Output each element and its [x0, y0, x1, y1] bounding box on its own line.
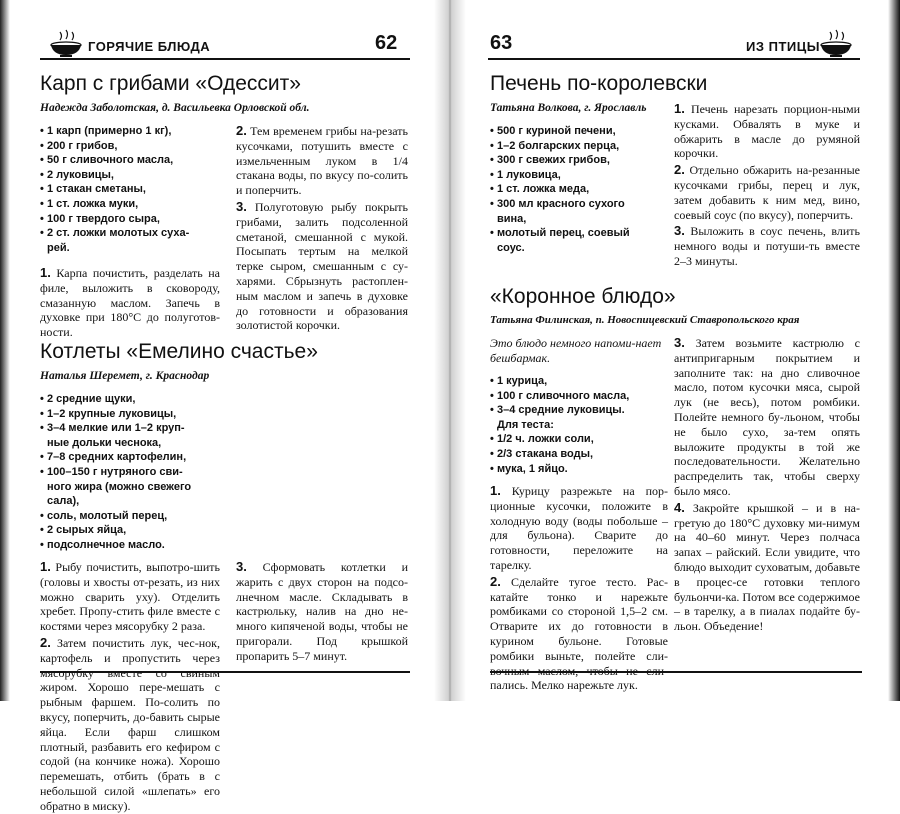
recipe-steps-column [490, 484, 668, 693]
ingredient-item: • 2 сырых яйца, [40, 524, 127, 537]
recipe-author: Надежда Заболотская, д. Васильевка Орловской обл. [40, 102, 310, 114]
ingredient-item: • 3–4 средние луковицы. [490, 404, 625, 417]
left-page-header [40, 28, 410, 58]
ingredient-item: рей. [47, 241, 70, 254]
ingredient-item: • 2/3 стакана воды, [490, 447, 594, 460]
ingredient-item: • 3–4 мелкие или 1–2 круп- [40, 422, 185, 435]
page-number: 63 [490, 32, 513, 54]
ingredient-item: сала), [47, 495, 80, 508]
ingredient-item: • 2 ст. ложки молотых суха- [40, 227, 190, 240]
right-page-header [488, 28, 860, 58]
footer-rule [490, 671, 862, 673]
recipe-author: Татьяна Волкова, г. Ярославль [490, 102, 647, 114]
ingredient-item: • 1 курица, [490, 375, 548, 387]
header-rule [488, 58, 860, 60]
ingredient-item: • 1 ст. ложка муки, [40, 197, 139, 210]
recipe-author: Наталья Шеремет, г. Краснодар [40, 370, 210, 382]
ingredient-item: • молотый перец, соевый [490, 227, 630, 240]
recipe-title: Карп с грибами «Одессит» [40, 72, 301, 95]
recipe-step: 1. Рыбу почистить, выпотро-шить (головы и хвосты от-резать, из них можно сварить уху). Отделить хребет. Пропу-стить филе вместе с костями через мясорубку 2 раза. [40, 559, 220, 634]
recipe-step: 3. Затем возьмите кастрюлю с антипригарным покрытием и заполните так: на дно сливочное масло, потом кусочки мяса, сырой лук (не весь), потом ромбики. Полейте немного бу-льоном, чтобы не было сухо, за-тем опять выложите продукты в той же последовательности. Желательно распределить так, чтобы сверху было мясо. [674, 335, 860, 498]
section-title: ГОРЯЧИЕ БЛЮДА [88, 39, 211, 54]
ingredient-item: • 300 г свежих грибов, [490, 154, 610, 167]
ingredient-item: • 2 луковицы, [40, 168, 114, 181]
ingredients-list [40, 392, 230, 553]
ingredient-item: • 100 г сливочного масла, [490, 389, 630, 402]
ingredient-item: • мука, 1 яйцо. [490, 462, 568, 475]
recipe-step: 1. Печень нарезать порцион-ными кусками. Обвалять в муке и обжарить в масле до румяной корочки. [674, 101, 860, 161]
ingredient-item: • 1–2 болгарских перца, [490, 139, 620, 152]
dough-heading: Для теста: [497, 418, 554, 431]
ingredient-item: • 500 г куриной печени, [490, 125, 616, 137]
recipe-step: 3. Полуготовую рыбу покрыть грибами, залить подсоленной сметаной, смешанной с мукой. Посыпать тертым на мелкой терке сыром, смешанным с су-харями. Сбрызнуть растоплен-ным маслом и запечь в духовке до готовности и образования золотистой корочки. [236, 198, 408, 333]
ingredient-item: ные дольки чеснока, [47, 436, 162, 449]
recipe-step: 2. Отдельно обжарить на-резанные кусочками грибы, перец и лук, затем добавить к ним мед, вино, соевый соус (по вкусу), поперчить. [674, 162, 860, 222]
page-edge-shadow [0, 0, 10, 701]
left-page [0, 0, 450, 813]
ingredient-item: • 1 ст. ложка меда, [490, 183, 590, 196]
ingredient-item: соус. [497, 241, 525, 254]
steaming-bowl-icon [818, 28, 854, 58]
ingredient-item: вина, [497, 212, 527, 225]
page-number: 62 [375, 32, 398, 54]
recipe-step: 1. Карпа почистить, разделать на филе, выложить в сковороду, смазанную маслом. Запечь в духовке при 180°С до полуготов-ности. [40, 265, 221, 340]
recipe-author: Татьяна Филинская, п. Новоспицевский Ставропольского края [490, 314, 800, 326]
ingredient-item: • 1 луковица, [490, 168, 561, 181]
ingredient-item: • 1 стакан сметаны, [40, 183, 146, 196]
recipe-step: 2. Затем почистить лук, чес-нок, картофель и пропустить через жиром. Хорошо пере-мешать с рыбным фаршем. По-солить по вкусу, поперчить, до-бавить сырые яйца. Если фарш слишком плотный, разбавить его кефиром с содой (на кончике ножа). Хорошо перемешать, отбить (брать в с небольшой силой «шлепать» его обратно в миску). [40, 634, 220, 813]
page-edge-shadow [888, 0, 900, 701]
recipe-title: «Коронное блюдо» [490, 285, 676, 308]
book-gutter [434, 0, 466, 701]
recipe-step: 4. Закройте крышкой – и в на-гретую до 180°С духовку ми-нимум на 40–60 минут. Через полчаса запах – райский. Если увидите, что блюдо выходит суховатым, добавьте в процес-се готовки теплого бульончи-ка. Потом все содержимое – в тарелку, а в пиалах подайте бу-льон. Объедение! [674, 499, 860, 634]
ingredient-item: • 1–2 крупные луковицы, [40, 407, 177, 420]
ingredient-item: • 100–150 г нутряного сви- [40, 465, 183, 478]
ingredient-item: • 2 средние щуки, [40, 393, 136, 405]
ingredient-item: • соль, молотый перец, [40, 509, 168, 522]
ingredient-item: ного жира (можно свежего [47, 480, 192, 493]
recipe-step: 1. Курицу разрежьте на пор-ционные кусочки, положите в холодную воду (воды побольше – для бульона). Сварите до готовности, переложите на тарелку. [490, 483, 669, 572]
recipe-step: 3. Сформовать котлетки и жарить с двух сторон на подсо-лнечном масле. Складывать в кастрюльку, налив на дно не-много кипяченой воды, чтобы не пригорали. Под крышкой пропарить 5–7 минут. [236, 559, 408, 663]
recipe-step: 2. Тем временем грибы на-резать кусочками, потушить вместе с измельченным луком в 1/4 стакана воды, по вкусу по-солить и поперчить. [236, 123, 409, 198]
recipe-steps-column [236, 124, 408, 333]
ingredient-item: • 100 г твердого сыра, [40, 212, 160, 225]
recipe-title: Котлеты «Емелино счастье» [40, 340, 318, 363]
ingredient-item: • подсолнечное масло. [40, 538, 165, 551]
ingredients-list [40, 124, 230, 255]
recipe-steps-column [40, 560, 220, 814]
right-page [450, 0, 900, 701]
recipe-steps-column [674, 336, 860, 634]
ingredient-item: • 7–8 средних картофелин, [40, 451, 187, 464]
ingredient-item: • 200 г грибов, [40, 139, 118, 152]
recipe-steps-column [236, 560, 408, 664]
ingredient-item: • 300 мл красного сухого [490, 197, 625, 210]
section-title: ИЗ ПТИЦЫ [746, 39, 820, 54]
header-rule [40, 58, 410, 60]
recipe-intro: Это блюдо немного напоми-нает бешбармак. [490, 336, 662, 365]
steaming-bowl-icon [48, 28, 84, 58]
ingredients-list [490, 124, 668, 255]
recipe-steps-column [674, 102, 860, 269]
recipe-step: 3. Выложить в соус печень, влить немного воды и потуши-ть вместе 2–3 минуты. [674, 223, 861, 268]
recipe-step: 2. Сделайте тугое тесто. Рас-катайте тонко и нарежьте ромбиками со стороной 1,5–2 см. Отварите их до готовности в курином бульоне. Готовые ромбики выньте, полейте сли- пались. Мелко нарежьте лук. [490, 573, 668, 693]
ingredients-list [490, 374, 670, 476]
ingredient-item: • 1/2 ч. ложки соли, [490, 433, 594, 446]
ingredient-item: • 1 карп (примерно 1 кг), [40, 125, 172, 137]
recipe-title: Печень по-королевски [490, 72, 708, 95]
ingredient-item: • 50 г сливочного масла, [40, 154, 174, 167]
footer-rule [40, 671, 410, 673]
